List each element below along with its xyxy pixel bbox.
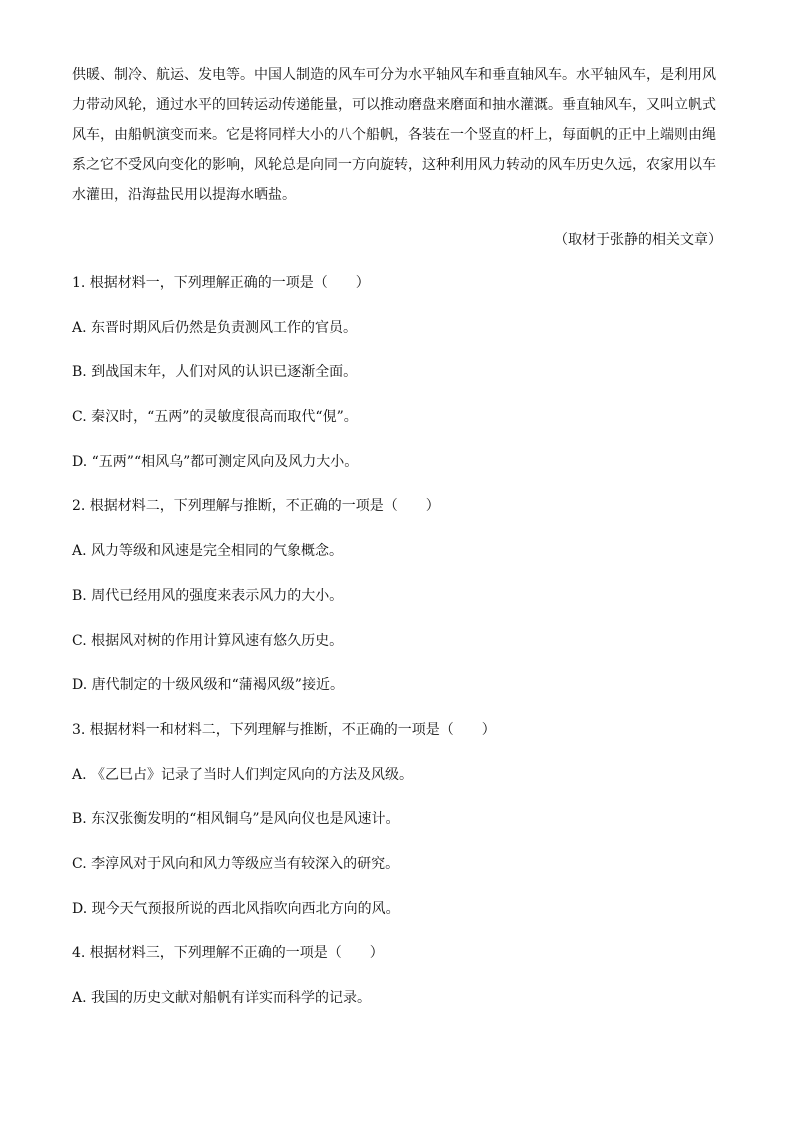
passage-line: 水灌田，沿海盐民用以提海水晒盐。 [72, 187, 296, 203]
question-option: D. 现今天气预报所说的西北风指吹向西北方向的风。 [72, 900, 400, 917]
passage-line: 系之它不受风向变化的影响，风轮总是向同一方向旋转，这种利用风力转动的风车历史久远，农家用以车 [72, 157, 716, 173]
passage-paragraph [72, 60, 722, 210]
question-option: A. 风力等级和风速是完全相同的气象概念。 [72, 543, 344, 560]
question-option: A. 东晋时期风后仍然是负责测风工作的官员。 [72, 319, 358, 336]
passage-line: 供暖、制冷、航运、发电等。中国人制造的风车可分为水平轴风车和垂直轴风车。水平轴风车，是利用风 [72, 67, 716, 83]
page-content [72, 60, 722, 1028]
question-option: C. 秦汉时，“五两”的灵敏度很高而取代“俔”。 [72, 409, 358, 426]
question-stem: 3. 根据材料一和材料二，下列理解与推断，不正确的一项是（ ） [72, 721, 496, 738]
question-option: C. 李淳风对于风向和风力等级应当有较深入的研究。 [72, 855, 400, 872]
source-citation: （取材于张静的相关文章） [554, 232, 722, 248]
question-option: A. 我国的历史文献对船帆有详实而科学的记录。 [72, 990, 372, 1006]
passage-line: 力带动风轮，通过水平的回转运动传递能量，可以推动磨盘来磨面和抽水灌溉。垂直轴风车，又叫立帆式 [72, 97, 716, 113]
question-option: A. 《乙巳占》记录了当时人们判定风向的方法及风级。 [72, 766, 414, 783]
question-option: D. “五两”“相风乌”都可测定风向及风力大小。 [72, 453, 359, 470]
question-option: C. 根据风对树的作用计算风速有悠久历史。 [72, 632, 344, 649]
question-option: B. 到战国末年，人们对风的认识已逐渐全面。 [72, 364, 358, 381]
question-stem: 1. 根据材料一，下列理解正确的一项是（ ） [72, 275, 370, 291]
question-option: B. 周代已经用风的强度来表示风力的大小。 [72, 587, 344, 604]
question-list [72, 268, 722, 1028]
question-stem: 4. 根据材料三，下列理解不正确的一项是（ ） [72, 945, 384, 962]
question-option: D. 唐代制定的十级风级和“蒲褐风级”接近。 [72, 677, 344, 694]
question-option: B. 东汉张衡发明的“相风铜乌”是风向仪也是风速计。 [72, 811, 400, 828]
passage-line: 风车，由船帆演变而来。它是将同样大小的八个船帆，各装在一个竖直的杆上，每面帆的正中上端则由绳 [72, 127, 716, 143]
question-stem: 2. 根据材料二，下列理解与推断，不正确的一项是（ ） [72, 498, 440, 515]
